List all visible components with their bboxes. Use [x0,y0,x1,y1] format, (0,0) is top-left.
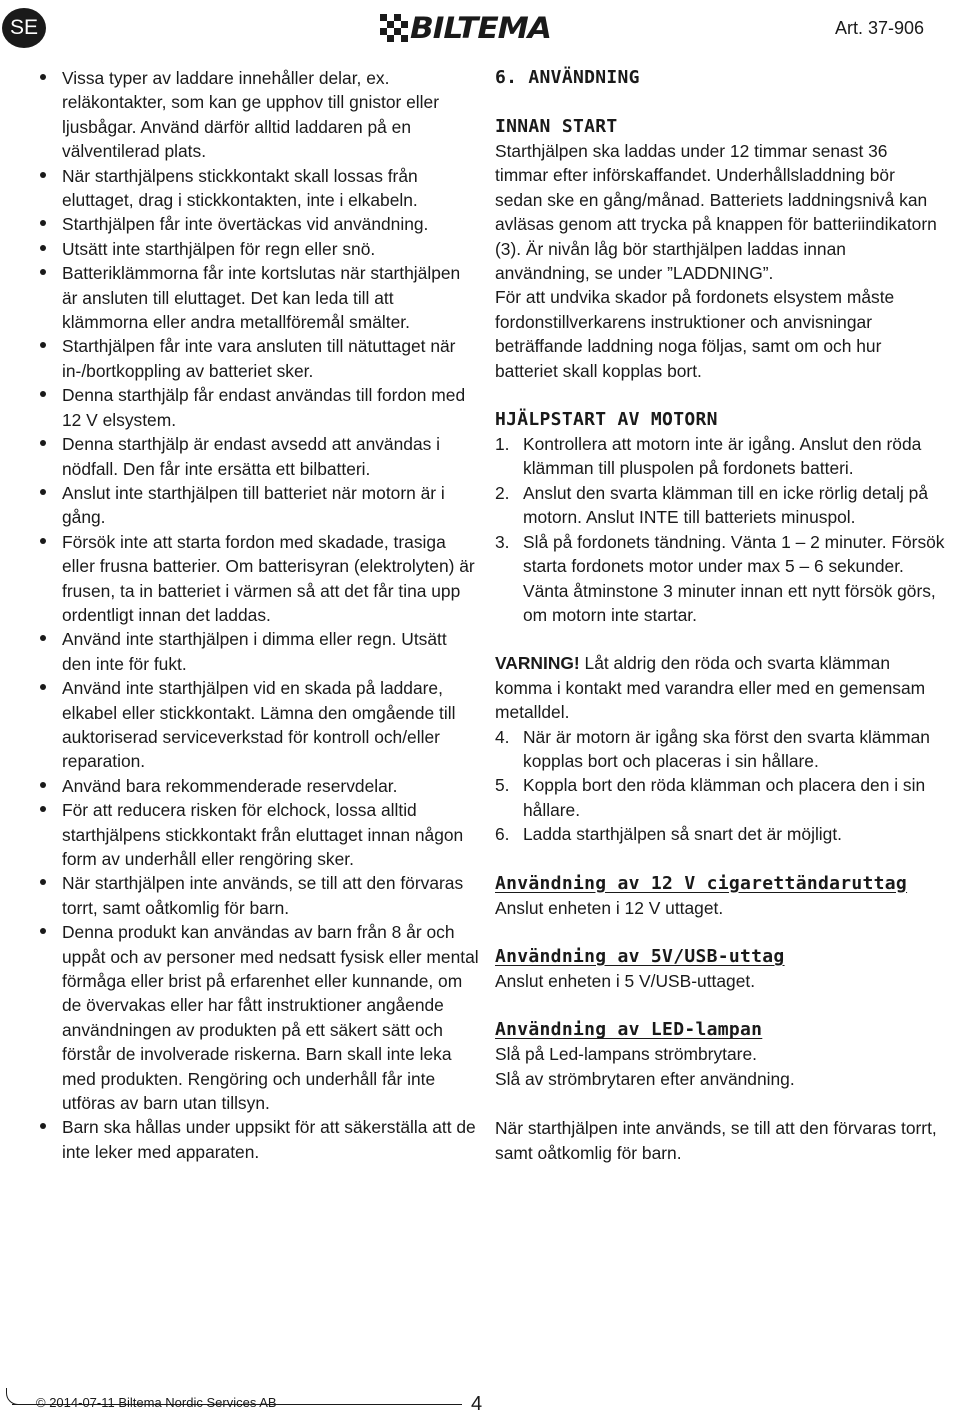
list-item: Denna produkt kan användas av barn från 8 år och uppåt och av personer med nedsatt fysisk eller mental förmåga eller brist på erfarenhet eller kunnande, om de övervakas eller har fått instruktioner angående användningen av produkten på ett säkert sätt och förstår de involverade riskerna. Barn skall inte leka med produkten. Rengöring och underhåll får inte utföras av barn utan tillsyn. [39,920,479,1115]
step-number: 3. [495,531,510,552]
step-text: Anslut den svarta klämman till en icke rörlig detalj på motorn. Anslut INTE till batteriets minuspol. [523,482,929,528]
list-item: Använd inte starthjälpen vid en skada på laddare, elkabel eller stickkontakt. Lämna den omgående till auktoriserad serviceverkstad för kontroll och/eller reparation. [39,676,479,774]
list-item: Vissa typer av laddare innehåller delar, ex. reläkontakter, som kan ge upphov till gnistor eller ljusbågar. Använd därför alltid laddaren på en välventilerad plats. [39,66,479,164]
before-start-paragraph: Starthjälpen ska laddas under 12 timmar senast 36 timmar efter införskaffandet. Underhållsladdning bör sedan ske en gång/månad. Batteriets laddningsnivå kan avläsas genom att trycka på knappen för batteriindikatorn (3). Är nivån låg bör starthjälpen laddas innan användning, se under ”LADDNING”. [495,141,937,284]
safety-list [39,66,479,1164]
step-number: 1. [495,434,510,455]
closing-paragraph: När starthjälpen inte används, se till att den förvaras torrt, samt oåtkomlig för barn. [495,1118,937,1163]
footer-corner [6,1388,21,1405]
list-item: Starthjälpen får inte övertäckas vid användning. [39,212,479,236]
step-number: 5. [495,775,510,796]
step-item [495,481,945,530]
step-number: 4. [495,726,510,747]
step-number: 6. [495,824,510,845]
footer-copyright: © 2014-07-11 Biltema Nordic Services AB [36,1395,277,1410]
list-item: Använd bara rekommenderade reservdelar. [39,774,479,798]
list-item: Använd inte starthjälpen i dimma eller regn. Utsätt den inte för fukt. [39,627,479,676]
checkered-flag-icon [380,14,408,42]
brand-logo [380,11,551,45]
list-item: När starthjälpens stickkontakt skall lossas från eluttaget, drag i stickkontakten, inte i elkabeln. [39,164,479,213]
led-lamp-line-1: Slå på Led-lampans strömbrytare. [495,1044,757,1065]
step-text: Ladda starthjälpen så snart det är möjligt. [523,824,843,845]
step-text: Koppla bort den röda klämman och placera den i sin hållare. [523,775,926,820]
list-item: För att reducera risken för elchock, lossa alltid starthjälpens stickkontakt från eluttaget innan någon form av underhåll eller rengöring sker. [39,798,479,871]
led-lamp-line-2: Slå av strömbrytaren efter användning. [495,1068,795,1089]
brand-name: BILTEMA [410,11,551,45]
language-badge: SE [2,8,46,48]
list-item: Anslut inte starthjälpen till batteriet när motorn är i gång. [39,481,479,530]
cigarette-socket-text: Anslut enheten i 12 V uttaget. [495,897,724,918]
step-text: När är motorn är igång ska först den svarta klämman kopplas bort och placeras i sin hållare. [523,726,930,771]
step-item [495,773,945,822]
warning-label: VARNING! [495,653,580,674]
usage-column [495,66,945,1165]
list-item: Denna starthjälp är endast avsedd att användas i nödfall. Den får inte ersätta ett bilbatteri. [39,432,479,481]
page-number: 4 [471,1393,483,1415]
list-item: Starthjälpen får inte vara ansluten till nätuttaget när in-/bortkoppling av batteriet sker. [39,334,479,383]
step-item [495,530,945,628]
section-title: 6. ANVÄNDNING [495,67,640,88]
list-item: När starthjälpen inte används, se till att den förvaras torrt, samt oåtkomlig för barn. [39,871,479,920]
article-number: Art. 37-906 [834,18,924,38]
warning-text: Låt aldrig den röda och svarta klämman komma i kontakt med varandra eller med en gemensam metalldel. [495,653,926,723]
usb-socket-text: Anslut enheten i 5 V/USB-uttaget. [495,970,756,991]
step-text: Kontrollera att motorn inte är igång. Anslut den röda klämman till pluspolen på fordonets batteri. [523,434,922,479]
safety-column [39,66,479,1164]
cigarette-socket-heading: Användning av 12 V cigarettändaruttag [495,872,908,894]
step-item [495,822,945,846]
usb-socket-heading: Användning av 5V/USB-uttag [495,945,785,967]
before-start-heading: INNAN START [495,116,618,137]
list-item: Utsätt inte starthjälpen för regn eller snö. [39,237,479,261]
step-number: 2. [495,482,510,503]
before-start-paragraph-2: För att undvika skador på fordonets elsystem måste fordonstillverkarens instruktioner och anvisningar beträffande laddning noga följas, samt om och hur batteriet skall kopplas bort. [495,287,895,381]
jumpstart-steps-continued [495,725,945,847]
step-item [495,725,945,774]
led-lamp-heading: Användning av LED-lampan [495,1019,763,1041]
step-item [495,432,945,481]
warning-paragraph [495,651,945,724]
jumpstart-steps [495,432,945,627]
step-text: Slå på fordonets tändning. Vänta 1 – 2 minuter. Försök starta fordonets motor under max 5 – 6 sekunder. Vänta åtminstone 3 minuter innan ett nytt försök görs, om motorn inte startar. [523,531,945,625]
list-item: Denna starthjälp får endast användas till fordon med 12 V elsystem. [39,383,479,432]
list-item: Batteriklämmorna får inte kortslutas när starthjälpen är ansluten till eluttaget. Det kan leda till att klämmorna eller andra metallföremål smälter. [39,261,479,334]
list-item: Försök inte att starta fordon med skadade, trasiga eller frusna batterier. Om batterisyran (elektrolyten) är frusen, ta in batteriet i värmen så att det får tina upp ordentligt innan det laddas. [39,530,479,628]
list-item: Barn ska hållas under uppsikt för att säkerställa att de inte leker med apparaten. [39,1115,479,1164]
jumpstart-heading: HJÄLPSTART AV MOTORN [495,409,718,431]
